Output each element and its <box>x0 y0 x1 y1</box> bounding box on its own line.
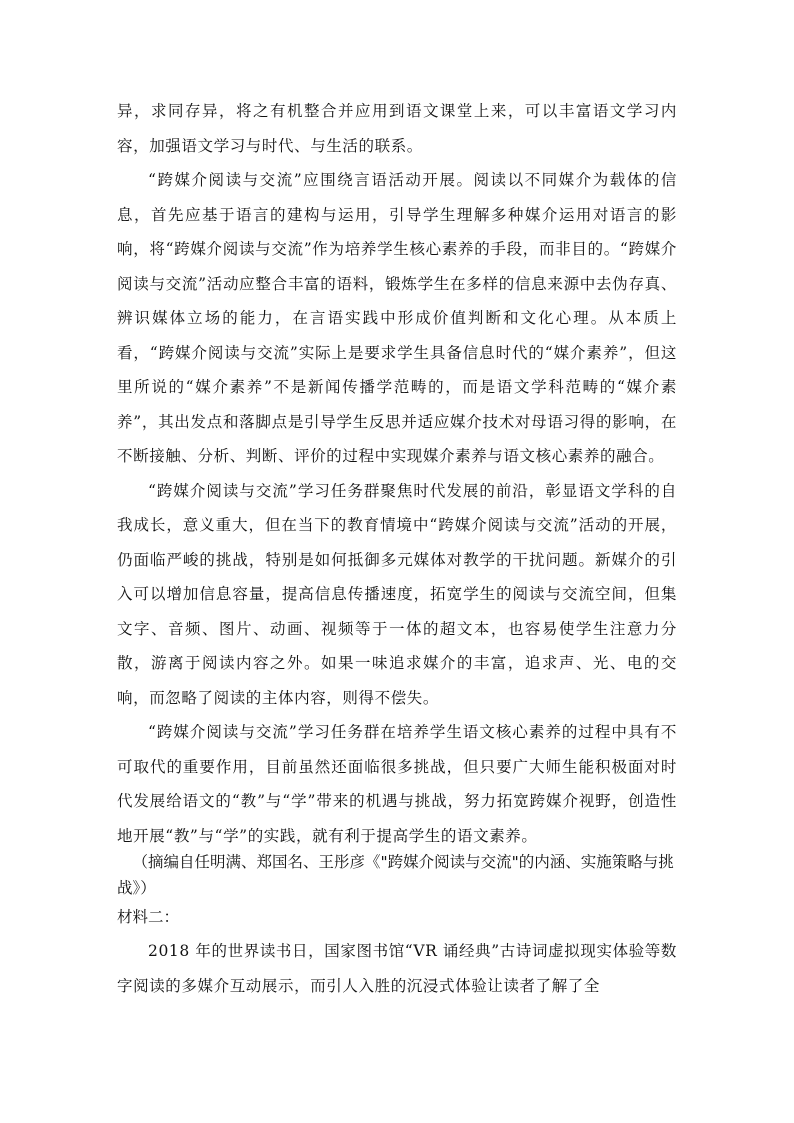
material-two-body <box>117 934 677 1003</box>
paragraph-continued: 异，求同存异，将之有机整合并应用到语文课堂上来，可以丰富语文学习内容，加强语文学习与时代、与生活的联系。 <box>117 102 677 155</box>
section-label: 材料二： <box>117 908 180 926</box>
article-body <box>117 94 677 853</box>
paragraph: “跨媒介阅读与交流”学习任务群聚焦时代发展的前沿，彰显语文学科的自我成长，意义重大，但在当下的教育情境中“跨媒介阅读与交流”活动的开展，仍面临严峻的挑战，特别是如何抵御多元媒体对教学的干扰问题。新媒介的引入可以增加信息容量，提高信息传播速度，拓宽学生的阅读与交流空间，但集文字、音频、图片、动画、视频等于一体的超文本，也容易使学生注意力分散，游离于阅读内容之外。如果一味追求媒介的丰富，追求声、光、电的交响，而忽略了阅读的主体内容，则得不偿失。 <box>117 481 677 707</box>
source-citation: （摘编自任明满、郑国名、王彤彦《"跨媒介阅读与交流"的内涵、实施策略与挑战》） <box>117 853 674 897</box>
paragraph: “跨媒介阅读与交流”应围绕言语活动开展。阅读以不同媒介为载体的信息，首先应基于语言的建构与运用，引导学生理解多种媒介运用对语言的影响，将“跨媒介阅读与交流”作为培养学生核心素养的手段，而非目的。“跨媒介阅读与交流”活动应整合丰富的语料，锻炼学生在多样的信息来源中去伪存真、辨识媒体立场的能力，在言语实践中形成价值判断和文化心理。从本质上看，“跨媒介阅读与交流”实际上是要求学生具备信息时代的“媒介素养”，但这里所说的“媒介素养”不是新闻传播学范畴的，而是语文学科范畴的“媒介素养”，其出发点和落脚点是引导学生反思并适应媒介技术对母语习得的影响，在不断接触、分析、判断、评价的过程中实现媒介素养与语文核心素养的融合。 <box>117 171 677 465</box>
paragraph: “跨媒介阅读与交流”学习任务群在培养学生语文核心素养的过程中具有不可取代的重要作用，目前虽然还面临很多挑战，但只要广大师生能积极面对时代发展给语文的“教”与“学”带来的机遇与挑战，努力拓宽跨媒介视野，创造性地开展“教”与“学”的实践，就有利于提高学生的语文素养。 <box>117 723 677 845</box>
paragraph: 2018 年的世界读书日，国家图书馆“VR 诵经典”古诗词虚拟现实体验等数字阅读的多媒介互动展示，而引人入胜的沉浸式体验让读者了解了全 <box>117 942 677 995</box>
